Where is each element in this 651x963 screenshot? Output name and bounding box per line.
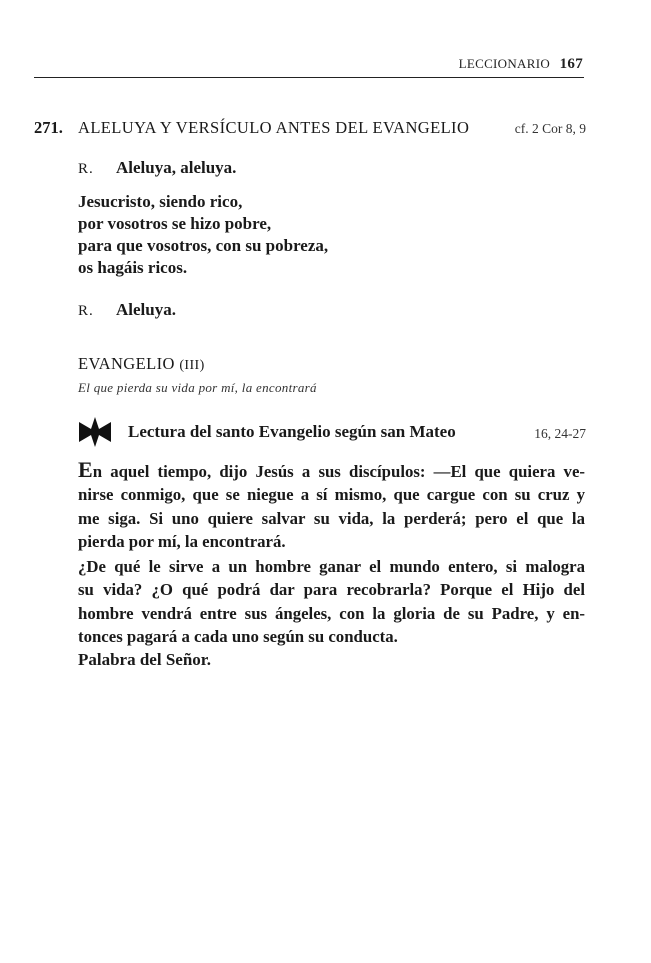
page-number: 167 xyxy=(559,56,583,72)
gospel-heading xyxy=(78,354,588,374)
gospel-number: (III) xyxy=(179,358,205,373)
paragraph-line: me siga. Si uno quiere salvar su vida, la perderá; pero el que la xyxy=(78,508,585,528)
paragraph-line: su vida? ¿O qué podrá dar para recobrarla? Porque el Hijo del xyxy=(78,580,585,600)
verse-line: para que vosotros, con su pobreza, xyxy=(78,236,329,255)
closing-acclamation: Palabra del Señor. xyxy=(78,650,212,669)
gospel-paragraph-1 xyxy=(78,458,585,554)
response-text: Aleluya, aleluya. xyxy=(116,158,237,177)
running-header xyxy=(0,56,583,73)
drop-cap: E xyxy=(78,457,93,482)
verse-line: por vosotros se hizo pobre, xyxy=(78,214,272,233)
cross-icon xyxy=(78,416,112,448)
response-mark: R. xyxy=(78,161,94,177)
header-rule xyxy=(34,77,584,78)
verse-line: Jesucristo, siendo rico, xyxy=(78,192,243,211)
response-1 xyxy=(78,158,588,178)
gospel-title: EVANGELIO xyxy=(78,354,175,373)
gospel-paragraph-2 xyxy=(78,555,585,649)
paragraph-line: pierda por mí, la encontrará. xyxy=(78,532,286,552)
section-heading xyxy=(34,118,586,138)
paragraph-line: En aquel tiempo, dijo Jesús a sus discípulos: —El que quiera ve- xyxy=(78,457,585,482)
response-2 xyxy=(78,300,588,320)
paragraph-line: ¿De qué le sirve a un hombre ganar el mundo entero, si malogra xyxy=(78,557,585,576)
lectura-reference: 16, 24-27 xyxy=(534,426,586,441)
book-title: LECCIONARIO xyxy=(458,56,551,71)
section-reference: cf. 2 Cor 8, 9 xyxy=(514,121,586,136)
lectura-title: Lectura del santo Evangelio según san Mateo xyxy=(128,422,456,441)
lectura-line xyxy=(78,416,586,450)
gospel-subtitle: El que pierda su vida por mí, la encontrará xyxy=(78,380,317,395)
paragraph-line: nirse conmigo, que se niegue a sí mismo, que cargue con su cruz y xyxy=(78,485,585,505)
verse-text xyxy=(78,191,588,279)
section-title: ALELUYA Y VERSÍCULO ANTES DEL EVANGELIO xyxy=(78,118,470,137)
response-text: Aleluya. xyxy=(116,300,176,319)
paragraph-line: hombre vendrá entre sus ángeles, con la gloria de su Padre, y en- xyxy=(78,603,585,623)
verse-line: os hagáis ricos. xyxy=(78,258,188,277)
paragraph-line: tonces pagará a cada uno según su conducta. xyxy=(78,627,398,647)
response-mark: R. xyxy=(78,303,94,319)
section-number: 271. xyxy=(34,118,63,137)
